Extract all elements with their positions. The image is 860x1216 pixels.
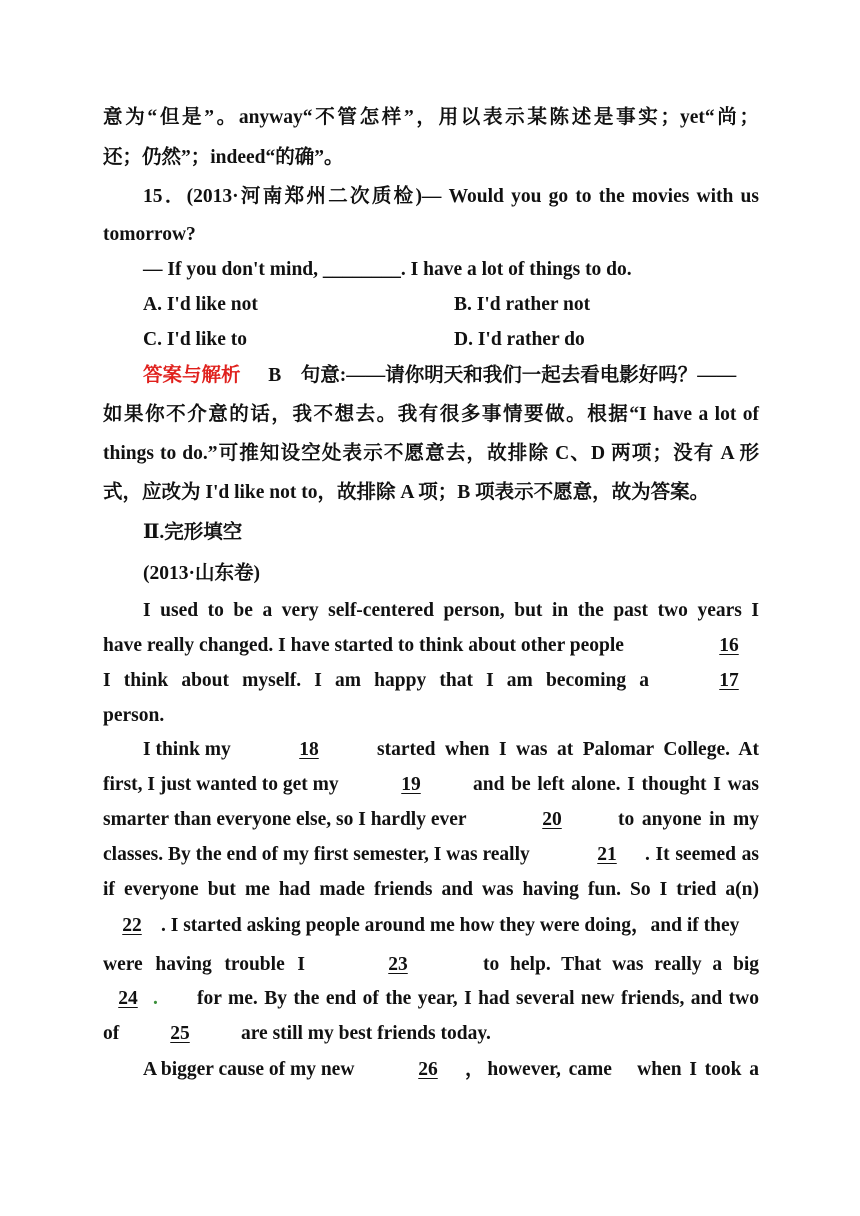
passage-text: started when I was at Palomar College. At	[377, 739, 759, 760]
passage-line: I used to be a very self-centered person, but in the past two years I	[143, 600, 759, 621]
question-15-reply: — If you don't mind, ________. I have a lot of things to do.	[143, 259, 632, 280]
passage-text: are still my best friends today.	[241, 1023, 491, 1044]
answer-text: B 句意:——请你明天和我们一起去看电影好吗？——	[268, 365, 737, 386]
blank-17: 17	[719, 670, 739, 691]
passage-text: and be left alone. I thought I was	[473, 774, 759, 795]
answer-text: things to do.”可推知设空处表示不愿意去，故排除 C、D 两项；没有 A 形	[103, 443, 759, 464]
option-row	[143, 327, 759, 353]
passage-text: for me. By the end of the year, I had several new friends, and two	[197, 988, 759, 1009]
blank-22: 22	[122, 915, 142, 936]
passage-line	[103, 633, 759, 659]
passage-text: . I started asking people around me how they were doing，and if they	[161, 915, 740, 936]
blank-24: 24	[118, 988, 138, 1009]
option-d: D. I'd rather do	[454, 329, 585, 350]
question-15-stem-cont: tomorrow?	[103, 224, 196, 245]
blank-18: 18	[299, 739, 319, 760]
passage-text: classes. By the end of my first semester, I was really	[103, 844, 530, 865]
passage-line	[103, 952, 759, 978]
text-line: 还；仍然”；indeed“的确”。	[103, 147, 344, 168]
passage-line	[103, 986, 759, 1012]
passage-text: ，however, came when I took a	[465, 1059, 759, 1080]
passage-text: . It seemed as	[645, 844, 759, 865]
answer-text: 如果你不介意的话，我不想去。我有很多事情要做。根据“I have a lot of	[103, 404, 759, 425]
passage-line: if everyone but me had made friends and was having fun. So I tried a(n)	[103, 879, 759, 900]
passage-text: smarter than everyone else, so I hardly ever	[103, 809, 467, 830]
passage-line	[103, 1021, 759, 1047]
passage-line: person.	[103, 705, 165, 726]
passage-line	[103, 842, 759, 868]
passage-line	[103, 668, 759, 694]
passage-text: A bigger cause of my new	[143, 1059, 355, 1080]
option-b: B. I'd rather not	[454, 294, 591, 315]
source-label: (2013·山东卷)	[143, 563, 260, 584]
blank-20: 20	[542, 809, 562, 830]
blank-19: 19	[401, 774, 421, 795]
passage-line	[103, 772, 759, 798]
option-c: C. I'd like to	[143, 329, 248, 350]
blank-16: 16	[719, 635, 739, 656]
passage-line	[103, 807, 759, 833]
passage-text: I think about myself. I am happy that I am becoming a	[103, 670, 649, 691]
section-title: Ⅱ.完形填空	[143, 522, 243, 543]
passage-text: I think my	[143, 739, 231, 760]
answer-text: 式，应改为 I'd like not to，故排除 A 项；B 项表示不愿意，故为答案。	[103, 482, 710, 503]
answer-line	[143, 363, 759, 389]
blank-25: 25	[170, 1023, 190, 1044]
answer-label: 答案与解析	[143, 365, 241, 386]
passage-text: were having trouble I	[103, 954, 305, 975]
passage-text: first, I just wanted to get my	[103, 774, 339, 795]
marker-dot: .	[153, 988, 158, 1009]
text-line: 意为“但是”。anyway“不管怎样”，用以表示某陈述是事实；yet“尚；	[103, 107, 759, 128]
option-row	[143, 292, 759, 318]
passage-text: of	[103, 1023, 120, 1044]
option-a: A. I'd like not	[143, 294, 258, 315]
passage-line	[103, 913, 759, 939]
blank-26: 26	[418, 1059, 438, 1080]
blank-23: 23	[388, 954, 408, 975]
question-15-stem: 15．(2013·河南郑州二次质检)— Would you go to the movies with us	[143, 186, 759, 207]
passage-text: to help. That was really a big	[483, 954, 759, 975]
passage-text: have really changed. I have started to think about other people	[103, 635, 624, 656]
blank-21: 21	[597, 844, 617, 865]
passage-text: to anyone in my	[618, 809, 759, 830]
